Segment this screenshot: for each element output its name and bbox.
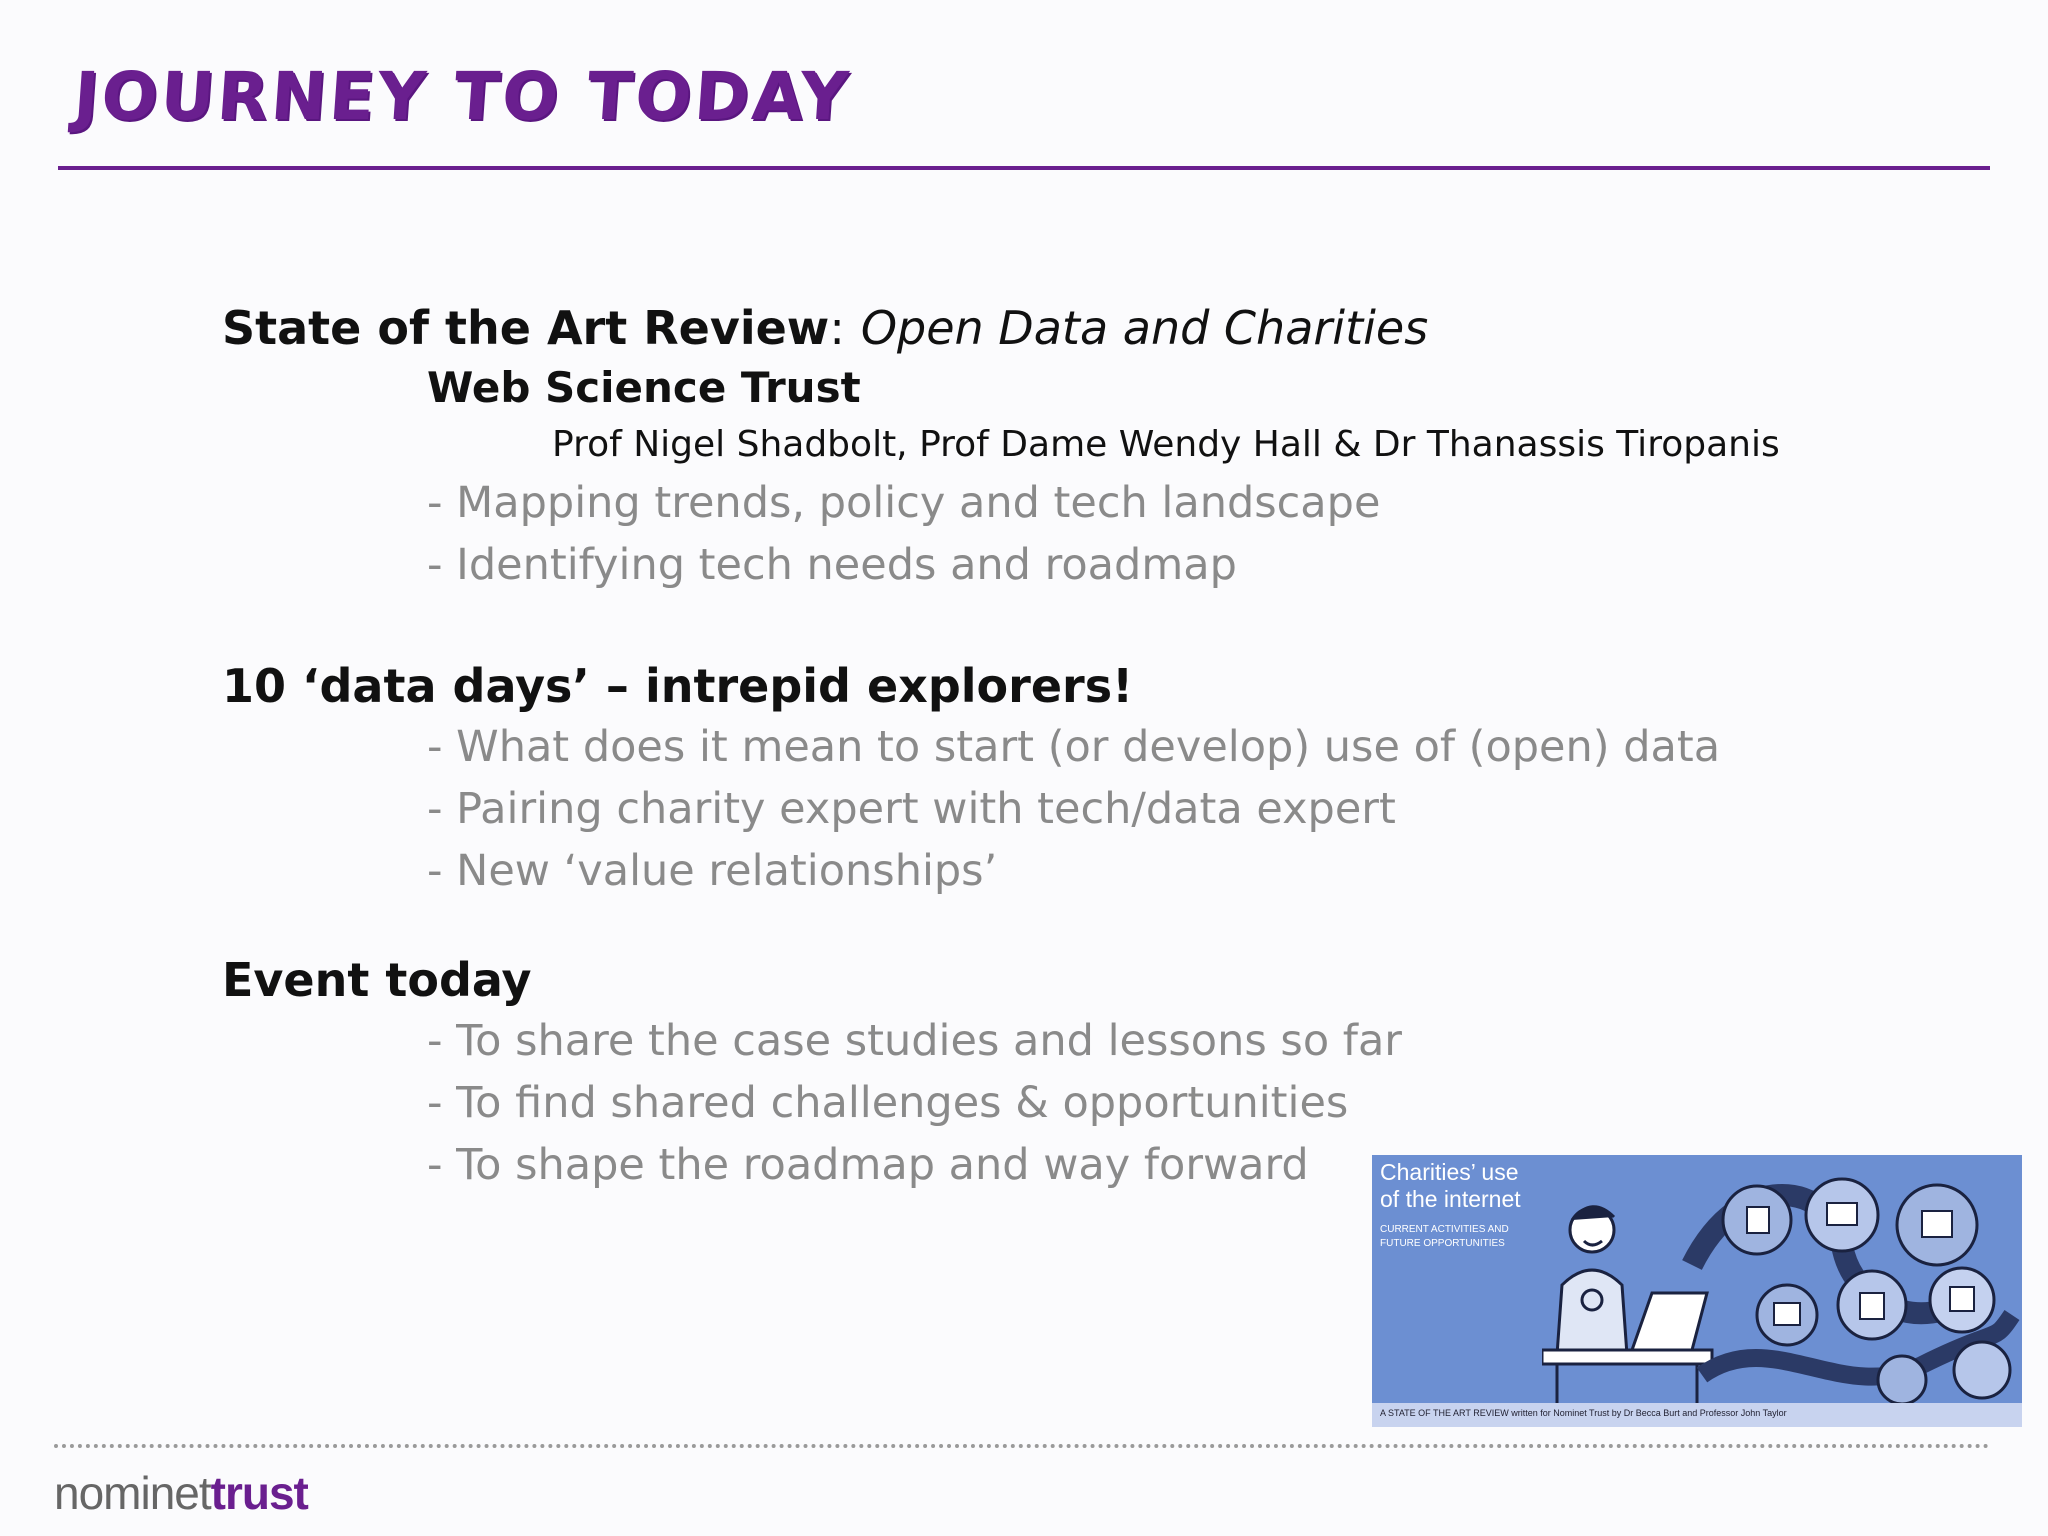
slide-title: JOURNEY TO TODAY — [71, 58, 854, 135]
cover-title — [1380, 1159, 1521, 1213]
event-bullet: - To share the case studies and lessons so far — [427, 1016, 1402, 1066]
nominet-trust-logo — [54, 1466, 308, 1520]
cover-title-line: Charities’ use — [1380, 1159, 1519, 1185]
review-subtitle: Open Data and Charities — [860, 301, 1429, 355]
event-heading: Event today — [222, 953, 532, 1007]
review-heading-text: State of the Art Review — [222, 301, 830, 355]
cover-title-line: of the internet — [1380, 1186, 1521, 1212]
logo-part-nominet: nominet — [54, 1467, 211, 1519]
cover-subtitle-line: CURRENT ACTIVITIES AND — [1380, 1224, 1509, 1235]
cover-footer-text: A STATE OF THE ART REVIEW written for Nominet Trust by Dr Becca Burt and Professor John Taylor — [1380, 1408, 1787, 1418]
event-bullet: - To find shared challenges & opportunities — [427, 1078, 1349, 1128]
slide-content — [222, 298, 1782, 1196]
review-bullet: - Identifying tech needs and roadmap — [427, 540, 1237, 590]
event-bullet: - To shape the roadmap and way forward — [427, 1140, 1309, 1190]
review-authors: Prof Nigel Shadbolt, Prof Dame Wendy Hall & Dr Thanassis Tiropanis — [552, 424, 1780, 465]
review-bullet: - Mapping trends, policy and tech landscape — [427, 478, 1381, 528]
cover-subtitle — [1380, 1223, 1509, 1251]
data-days-heading: 10 ‘data days’ – intrepid explorers! — [222, 659, 1134, 713]
logo-part-trust: trust — [210, 1467, 308, 1519]
data-days-bullet: - What does it mean to start (or develop) use of (open) data — [427, 722, 1721, 772]
cover-illustration — [1542, 1175, 2022, 1405]
data-days-bullet: - New ‘value relationships’ — [427, 846, 998, 896]
review-heading — [222, 298, 1782, 358]
report-cover-image — [1372, 1155, 2022, 1427]
title-divider — [58, 166, 1990, 170]
cover-footer — [1372, 1403, 2022, 1427]
cover-subtitle-line: FUTURE OPPORTUNITIES — [1380, 1238, 1505, 1249]
review-heading-colon: : — [829, 301, 845, 355]
review-org: Web Science Trust — [427, 363, 861, 412]
data-days-bullet: - Pairing charity expert with tech/data expert — [427, 784, 1396, 834]
footer-divider — [54, 1444, 1990, 1448]
